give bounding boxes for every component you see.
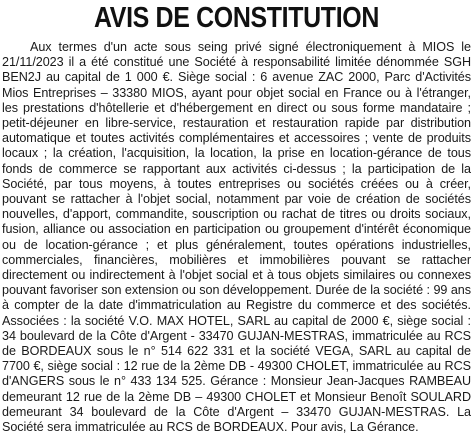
notice-body: Aux termes d'un acte sous seing privé signé électroniquement à MIOS le 21/11/2023 il a été constitué une Société à responsabilité limitée dénommée SGH BEN2J au capital de 1 000 €. Siège social : 6 avenue ZAC 2000, Parc d'Activités Mios Entreprises – 33380 MIOS, ayant pour objet social en France ou à l'étranger, les prestations d'hôtellerie et d'hébergement en direct ou sous forme mandataire ; petit-déjeuner en libre-service, restauration et restauration rapide par distribution automatique et toutes activités complémentaires et accessoires ; vente de produits locaux ; la création, l'acquisition, la location, la prise en location-gérance de tous fonds de commerce se rapportant aux activités ci-dessus ; la participation de la Société, par tous moyens, à toutes entreprises ou sociétés créées ou à créer, pouvant se rattacher à l'objet social, notamment par voie de création de sociétés nouvelles, d'apport, commandite, souscription ou rachat de titres ou droits sociaux, fusion, alliance ou association en participation ou groupement d'intérêt économique ou de location-gérance ; et plus généralement, toutes opérations industrielles, commerciales, financières, mobilières et immobilières pouvant se rattacher directement ou indirectement à l'objet social et à tous objets similaires ou connexes pouvant favoriser son extension ou son développement. Durée de la société : 99 ans à compter de la date d'immatriculation au Registre du commerce et des sociétés. Associées : la société V.O. MAX HOTEL, SARL au capital de 2000 €, siège social : 34 boulevard de la Côte d'Argent - 33470 GUJAN-MESTRAS, immatriculée au RCS de BORDEAUX sous le n° 514 622 331 et la société VEGA, SARL au capital de 7700 €, siège social : 12 rue de la 2ème DB - 49300 CHOLET, immatriculée au RCS d'ANGERS sous le n° 433 134 525. Gérance : Monsieur Jean-Jacques RAMBEAU demeurant 12 rue de la 2ème DB – 49300 CHOLET et Monsieur Benoît SOULARD demeurant 34 boulevard de la Côte d'Argent – 33470 GUJAN-MESTRAS. La Société sera immatriculée au RCS de BORDEAUX. Pour avis, La Gérance. <box>2 40 471 435</box>
notice-title: AVIS DE CONSTITUTION <box>93 2 380 34</box>
legal-notice <box>2 3 471 435</box>
